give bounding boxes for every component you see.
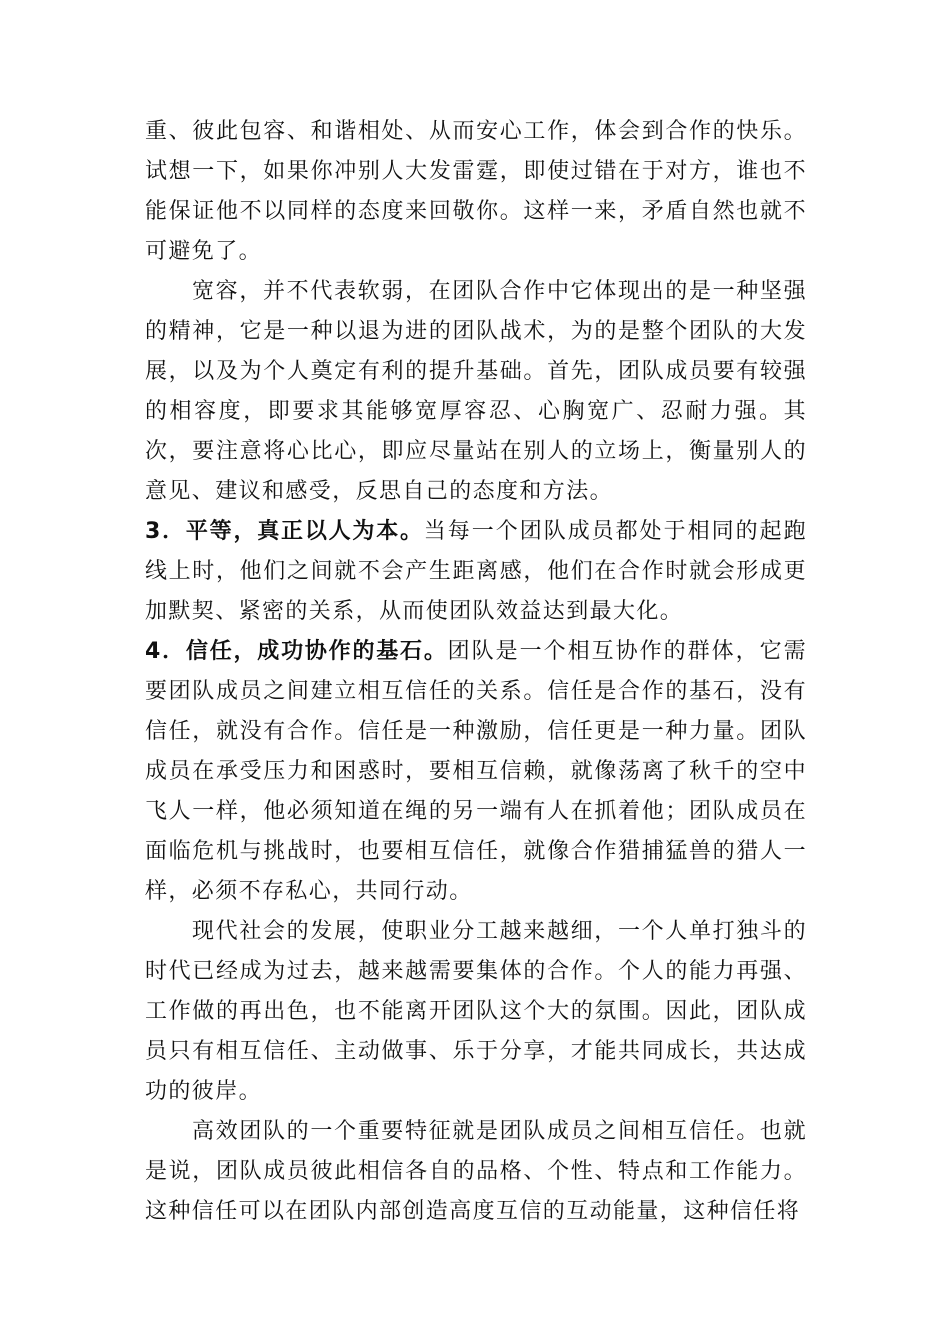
paragraph-text: 重、彼此包容、和谐相处、从而安心工作，体会到合作的快乐。试想一下，如果你冲别人大发雷霆，即使过错在于对方，谁也不能保证他不以同样的态度来回敬你。这样一来，矛盾自然也就不可避免了。 xyxy=(145,119,807,264)
paragraph-text: 高效团队的一个重要特征就是团队成员之间相互信任。也就是说，团队成员彼此相信各自的品格、个性、特点和工作能力。这种信任可以在团队内部创造高度互信的互动能量，这种信任将 xyxy=(145,1119,807,1224)
section-heading-trust: 4．信任，成功协作的基石。 xyxy=(145,639,448,664)
paragraph-text: 当每一个团队成员都处于相同的起跑线上时，他们之间就不会产生距离感，他们在合作时就会形成更加默契、紧密的关系，从而使团队效益达到最大化。 xyxy=(145,519,807,624)
section-heading-equality: 3．平等，真正以人为本。 xyxy=(145,519,424,544)
paragraph-trust xyxy=(145,632,807,912)
paragraph-text: 宽容，并不代表软弱，在团队合作中它体现出的是一种坚强的精神，它是一种以退为进的团队战术，为的是整个团队的大发展，以及为个人奠定有利的提升基础。首先，团队成员要有较强的相容度，即要求其能够宽厚容忍、心胸宽广、忍耐力强。其次，要注意将心比心，即应尽量站在别人的立场上，衡量别人的意见、建议和感受，反思自己的态度和方法。 xyxy=(145,279,807,504)
paragraph-tolerance xyxy=(145,272,807,512)
paragraph-modern-society xyxy=(145,912,807,1112)
paragraph-text: 现代社会的发展，使职业分工越来越细，一个人单打独斗的时代已经成为过去，越来越需要集体的合作。个人的能力再强、工作做的再出色，也不能离开团队这个大的氛围。因此，团队成员只有相互信任、主动做事、乐于分享，才能共同成长，共达成功的彼岸。 xyxy=(145,919,807,1104)
paragraph-text: 团队是一个相互协作的群体，它需要团队成员之间建立相互信任的关系。信任是合作的基石，没有信任，就没有合作。信任是一种激励，信任更是一种力量。团队成员在承受压力和困惑时，要相互信赖，就像荡离了秋千的空中飞人一样，他必须知道在绳的另一端有人在抓着他；团队成员在面临危机与挑战时，也要相互信任，就像合作猎捕猛兽的猎人一样，必须不存私心，共同行动。 xyxy=(145,639,807,904)
document-page xyxy=(145,112,807,1232)
paragraph-continuation xyxy=(145,112,807,272)
paragraph-equality xyxy=(145,512,807,632)
paragraph-efficient-team xyxy=(145,1112,807,1232)
